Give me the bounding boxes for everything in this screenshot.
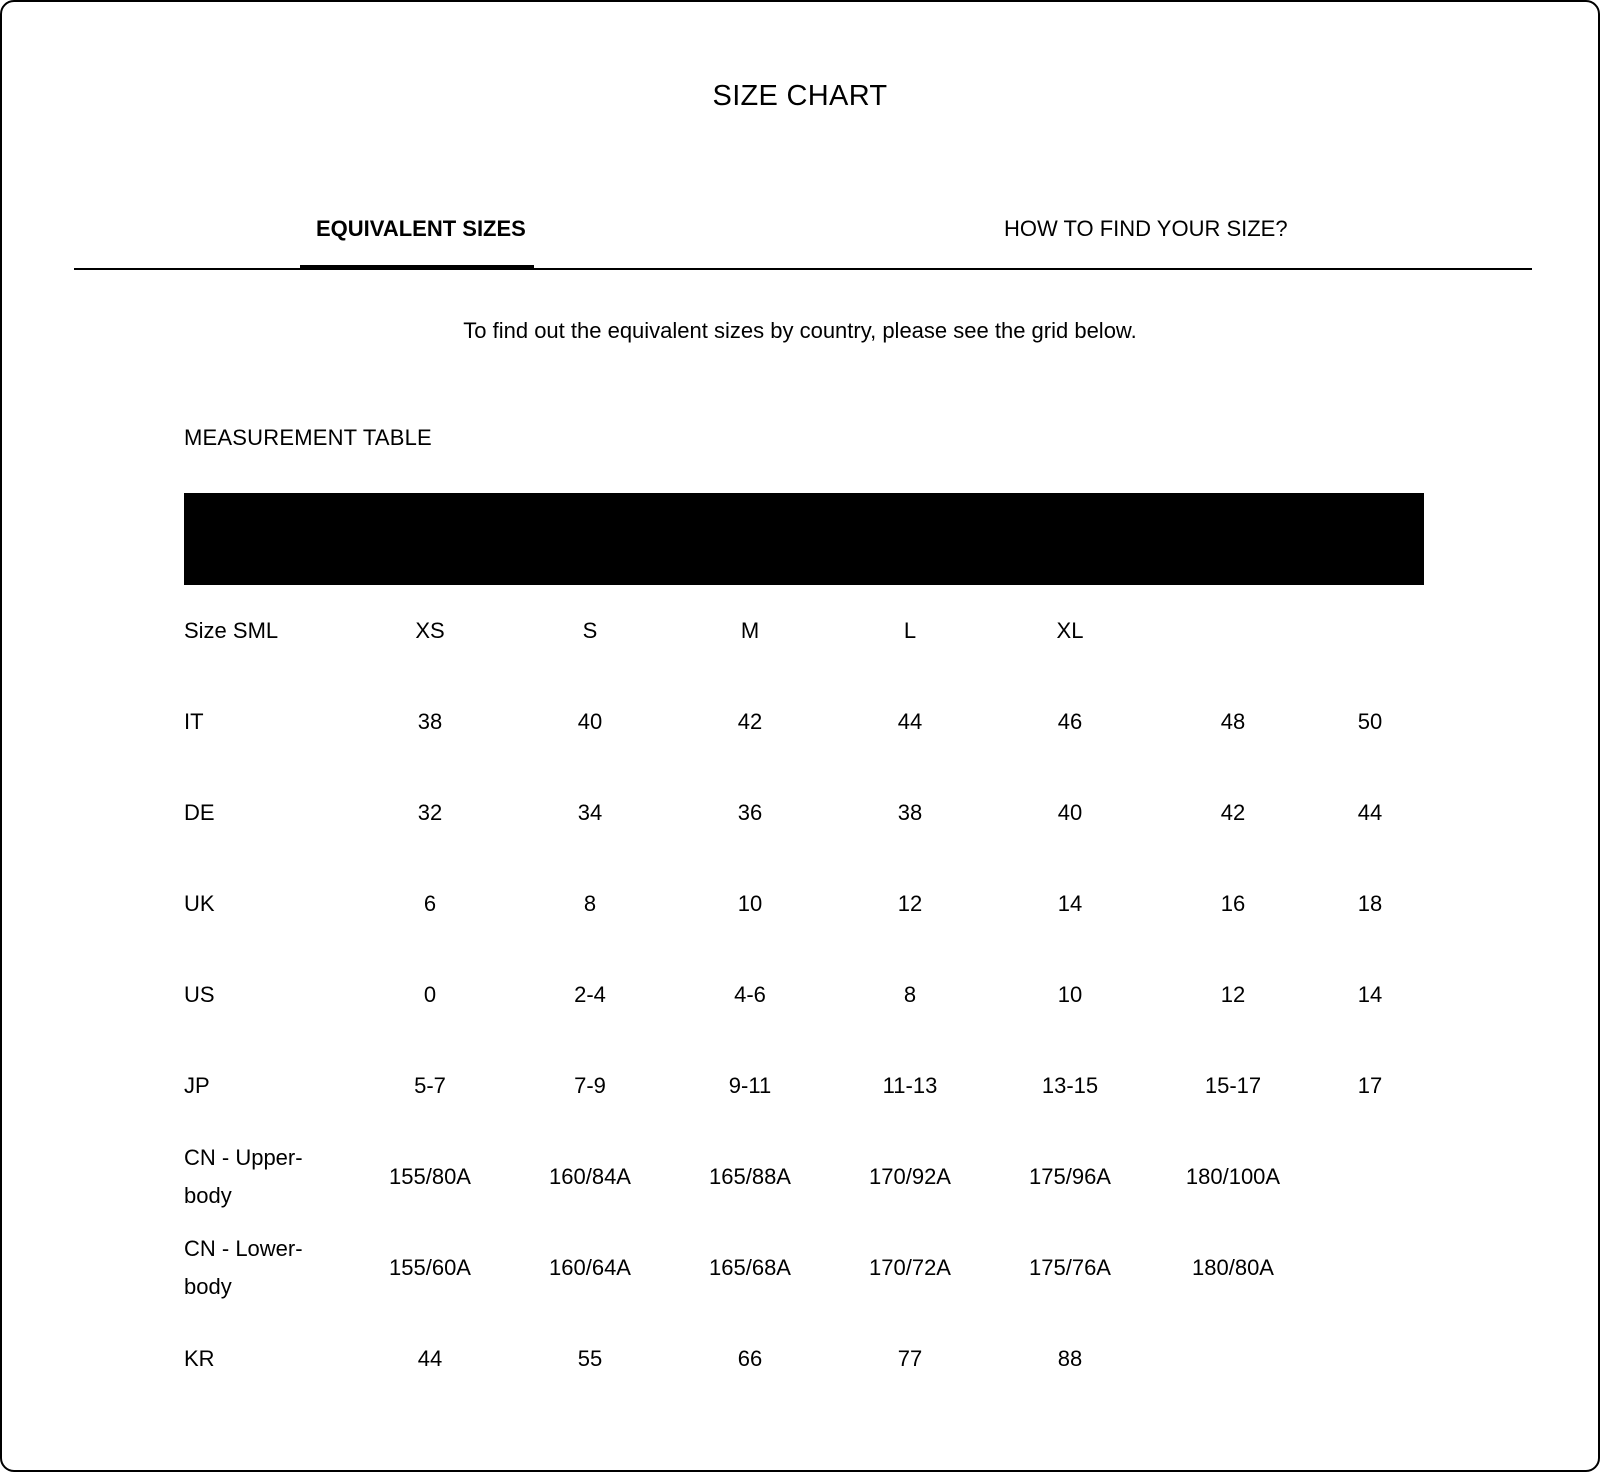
table-cell: 42 (1220, 799, 1246, 825)
table-row (184, 1040, 1424, 1131)
table-cell: 14 (1357, 981, 1383, 1007)
table-cell: 88 (1057, 1345, 1083, 1371)
table-cell: 155/60A (389, 1254, 471, 1280)
table-cell: 46 (1057, 708, 1083, 734)
table-cell: 9-11 (728, 1072, 772, 1098)
table-cell: 13-15 (1041, 1072, 1099, 1098)
table-cell: 50 (1357, 708, 1383, 734)
table-header (184, 493, 1424, 585)
table-cell: XS (415, 617, 445, 643)
table-row (184, 676, 1424, 767)
tab-how-to-find-your-size[interactable]: HOW TO FIND YOUR SIZE? (1004, 216, 1288, 241)
table-cell: 36 (737, 799, 763, 825)
table-cell: 7-9 (574, 1072, 606, 1098)
table-cell: 170/92A (869, 1163, 951, 1189)
table-row (184, 585, 1424, 676)
table-row (184, 949, 1424, 1040)
table-cell: 38 (417, 708, 443, 734)
table-cell: 32 (417, 799, 443, 825)
intro-text: To find out the equivalent sizes by country, please see the grid below. (463, 318, 1137, 343)
table-cell: 44 (897, 708, 923, 734)
table-cell: 160/64A (549, 1254, 631, 1280)
measurement-table-title: MEASUREMENT TABLE (184, 425, 432, 450)
row-label: US (184, 981, 215, 1007)
row-label: JP (184, 1072, 210, 1098)
table-cell: 18 (1357, 890, 1383, 916)
row-label: Size SML (184, 617, 279, 643)
table-cell: 48 (1220, 708, 1246, 734)
table-cell: 12 (897, 890, 923, 916)
table-cell: L (903, 617, 917, 643)
table-cell: 16 (1220, 890, 1246, 916)
table-cell: 42 (737, 708, 763, 734)
table-cell: 10 (737, 890, 763, 916)
table-cell: 77 (897, 1345, 923, 1371)
measurement-table (184, 493, 1424, 1404)
table-cell: 44 (1357, 799, 1383, 825)
table-cell: 0 (423, 981, 437, 1007)
tab-equivalent-sizes[interactable]: EQUIVALENT SIZES (316, 216, 526, 241)
table-row (184, 767, 1424, 858)
table-cell: 8 (903, 981, 917, 1007)
table-cell: 44 (417, 1345, 443, 1371)
table-cell: 14 (1057, 890, 1083, 916)
table-cell: 66 (737, 1345, 763, 1371)
table-cell: 34 (577, 799, 603, 825)
row-label: DE (184, 799, 215, 825)
table-cell: 40 (577, 708, 603, 734)
table-cell: 160/84A (549, 1163, 631, 1189)
row-label: IT (184, 708, 204, 734)
table-cell: 165/68A (709, 1254, 791, 1280)
row-label: UK (184, 890, 215, 916)
table-cell: XL (1056, 617, 1084, 643)
table-cell: 55 (577, 1345, 603, 1371)
table-cell: 12 (1220, 981, 1246, 1007)
table-cell: 40 (1057, 799, 1083, 825)
table-cell: 2-4 (574, 981, 606, 1007)
table-cell: 4-6 (734, 981, 766, 1007)
table-cell: 6 (423, 890, 437, 916)
table-cell: 15-17 (1204, 1072, 1262, 1098)
tab-bar (74, 198, 1532, 270)
table-cell: 165/88A (709, 1163, 791, 1189)
table-cell: 175/76A (1029, 1254, 1111, 1280)
table-cell: 10 (1057, 981, 1083, 1007)
table-row (184, 1131, 1424, 1222)
active-tab-indicator (300, 265, 534, 270)
table-row (184, 1222, 1424, 1313)
table-cell: 170/72A (869, 1254, 951, 1280)
table-cell: M (740, 617, 760, 643)
table-row (184, 1313, 1424, 1404)
table-cell: 11-13 (882, 1072, 938, 1098)
row-label: KR (184, 1345, 215, 1371)
table-cell: 17 (1357, 1072, 1383, 1098)
table-cell: S (582, 617, 598, 643)
table-cell: 5-7 (414, 1072, 446, 1098)
table-cell: 180/80A (1192, 1254, 1274, 1280)
row-label: CN - Lower-body (184, 1235, 303, 1299)
table-row (184, 858, 1424, 949)
table-cell: 175/96A (1029, 1163, 1111, 1189)
row-label: CN - Upper-body (184, 1144, 303, 1208)
table-cell: 155/80A (389, 1163, 471, 1189)
table-cell: 8 (583, 890, 597, 916)
page-title: SIZE CHART (712, 80, 888, 112)
table-cell: 180/100A (1185, 1163, 1281, 1189)
table-cell: 38 (897, 799, 923, 825)
